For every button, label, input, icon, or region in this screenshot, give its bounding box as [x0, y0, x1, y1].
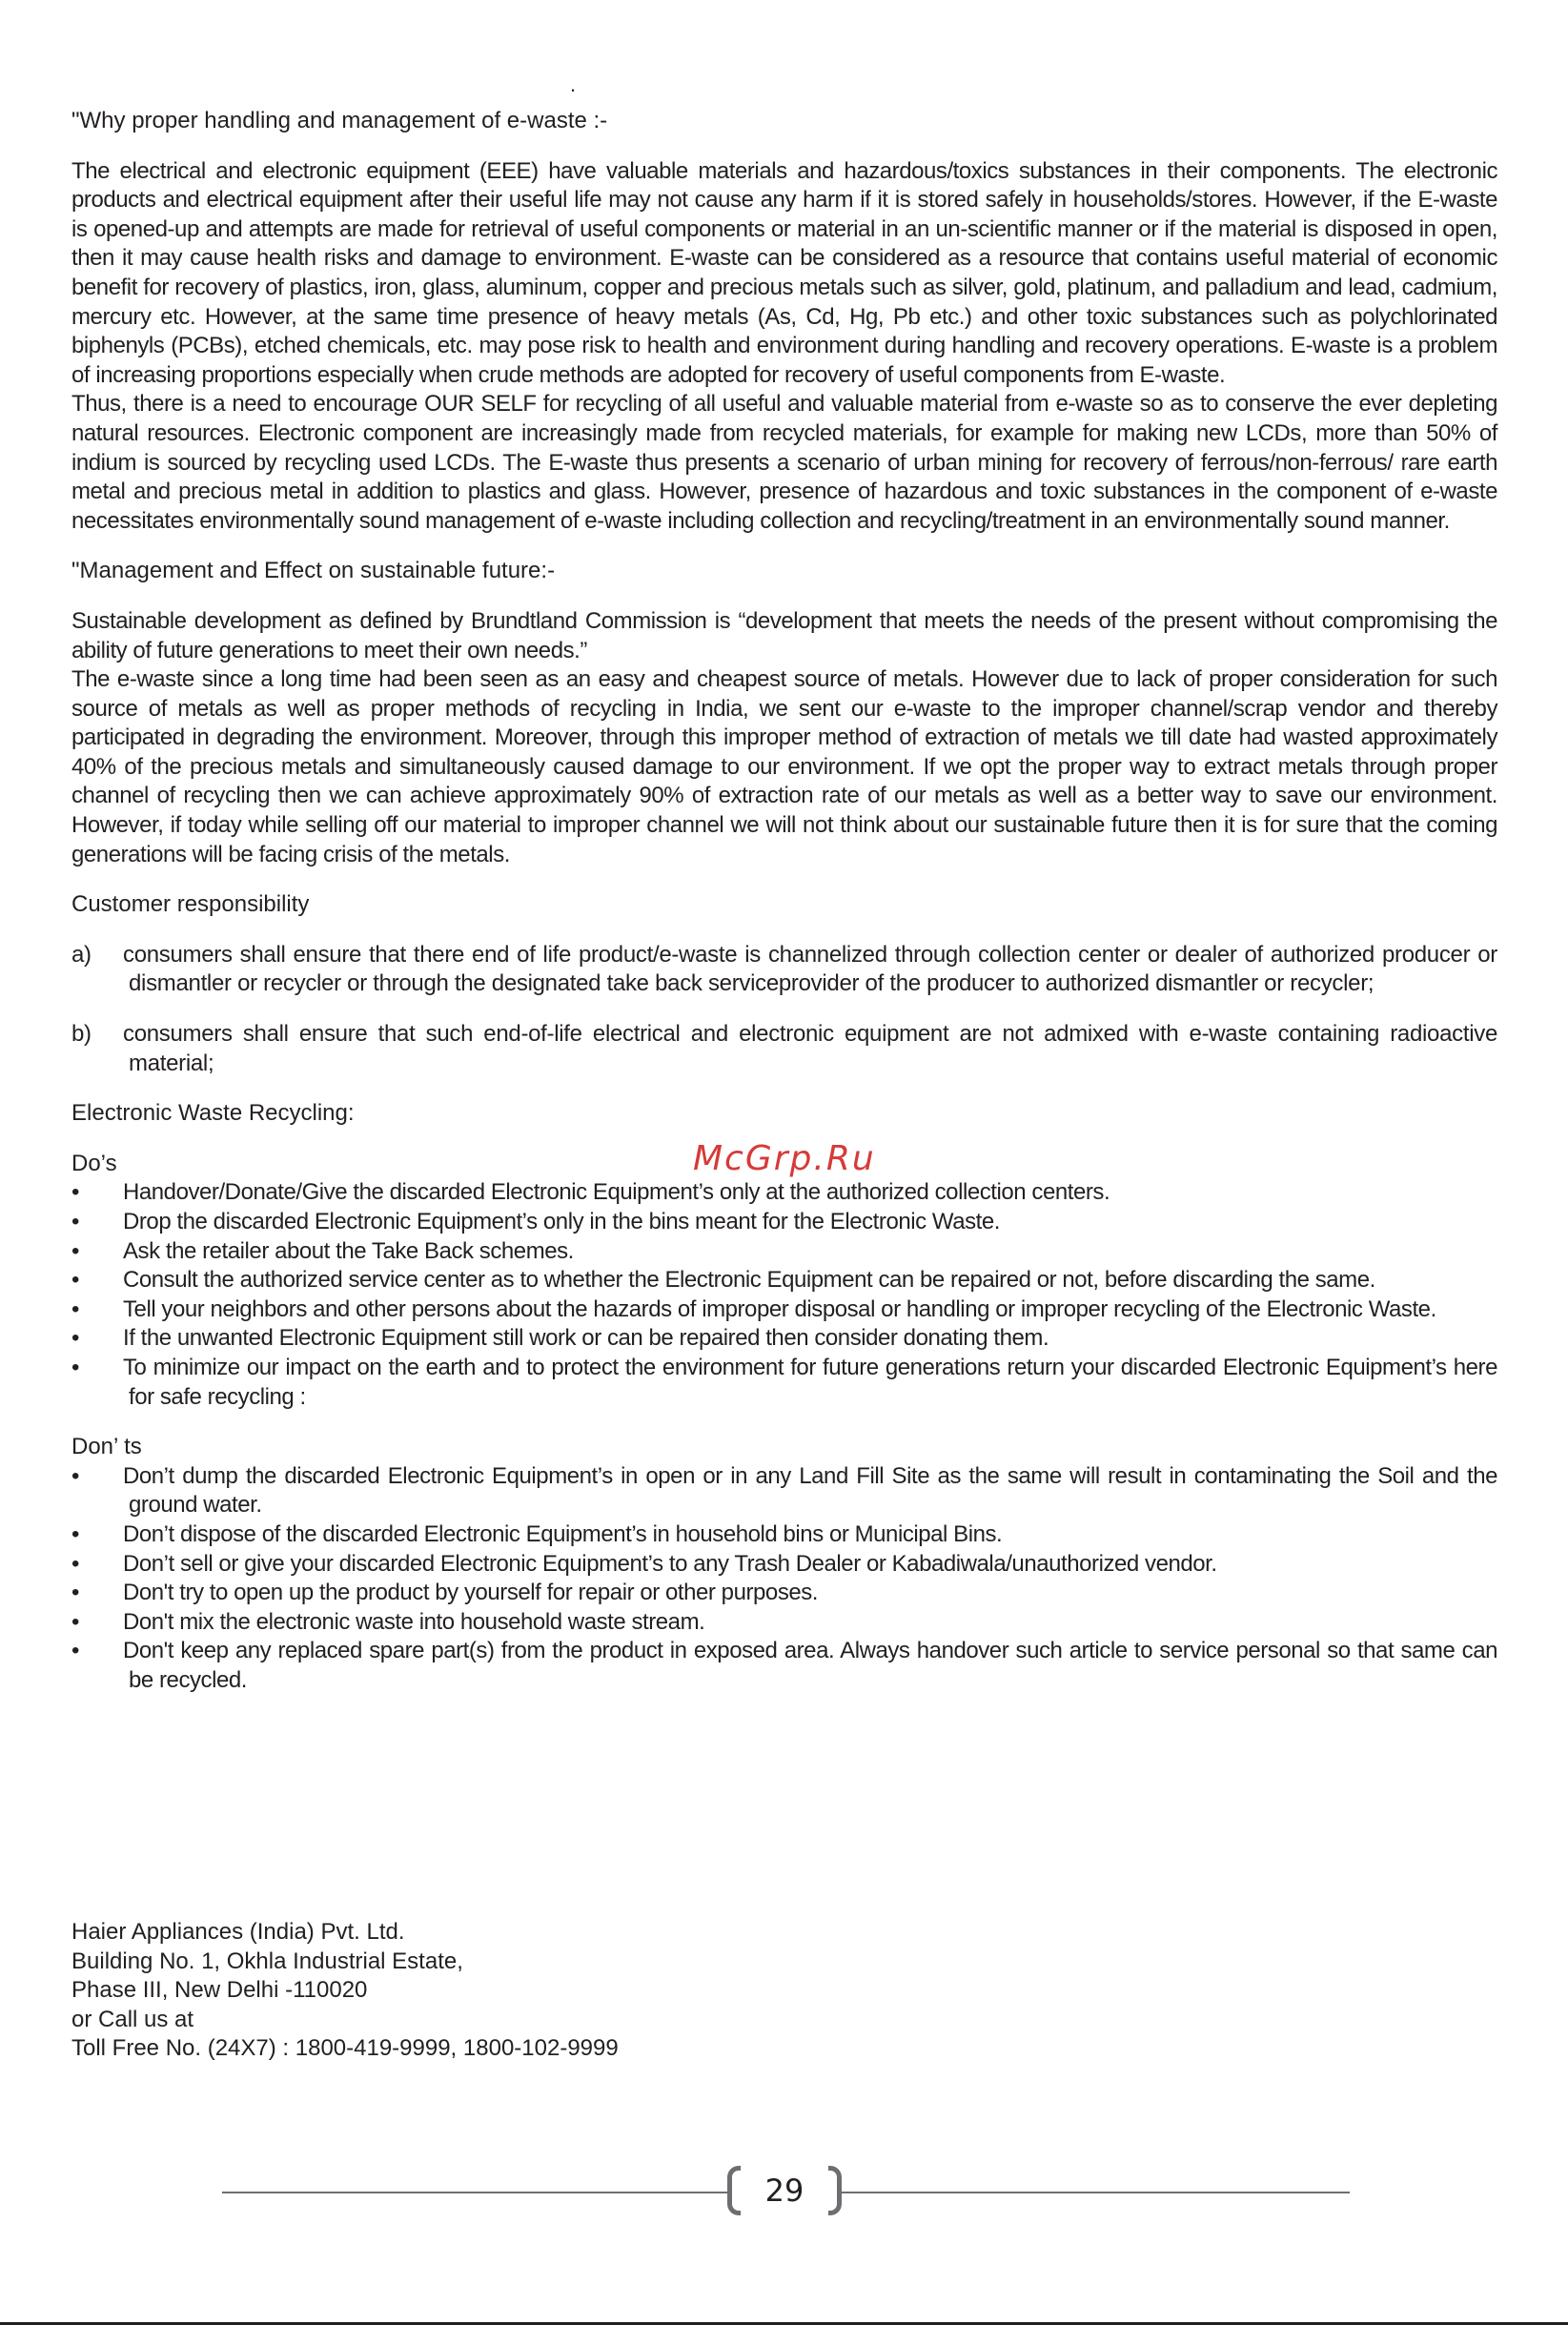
paragraph: Thus, there is a need to encourage OUR SELF for recycling of all useful and valuable material from e-waste so as to conserve the ever depleting natural resources. Electronic component are increasingly made from recycled materials, for example for making new LCDs, more than 50% of indium is sourced by recycling used LCDs. The E-waste thus presents a scenario of urban mining for recovery of ferrous/non-ferrous/ rare earth metal and precious metal in addition to plastics and glass. However, presence of hazardous and toxic substances in the component of e-waste necessitates environmentally sound management of e-waste including collection and recycling/treatment in an environmentally sound manner. [71, 391, 1497, 534]
section-heading-customer-responsibility: Customer responsibility [71, 891, 310, 918]
bullet-icon: • [71, 1520, 79, 1547]
donts-item [71, 1637, 1497, 1695]
dos-item-text: Handover/Donate/Give the discarded Electronic Equipment’s only at the authorized collection centers. [123, 1179, 1110, 1206]
bullet-icon: • [71, 1295, 79, 1322]
dos-item-text: If the unwanted Electronic Equipment still work or can be repaired then consider donating them. [123, 1325, 1049, 1352]
paragraph: The e-waste since a long time had been seen as an easy and cheapest source of metals. However due to lack of proper consideration for such source of metals as well as proper methods of recycling in India, we sent our e-waste to the improper channel/scrap vendor and thereby participated in degrading the environment. Moreover, through this improper method of extraction of metals we till date had wasted approximately 40% of the precious metals and simultaneously caused damage to our environment. If we opt the proper way to extract metals through proper channel of recycling then we can achieve approximately 90% of extraction rate of our metals as well as a better way to save our environment. However, if today while selling off our material to improper channel we will not think about our sustainable future then it is for sure that the coming generations will be facing crisis of the metals. [71, 666, 1497, 867]
bullet-icon: • [71, 1354, 79, 1380]
page-number: 29 [764, 2172, 804, 2209]
list-marker: a) [71, 941, 92, 968]
list-item [71, 941, 1497, 999]
dos-item [71, 1324, 1497, 1354]
page-number-bracket-left [727, 2166, 741, 2215]
dos-item-text: Drop the discarded Electronic Equipment’s only in the bins meant for the Electronic Waste. [123, 1209, 1000, 1234]
section-heading-recycling: Electronic Waste Recycling: [71, 1100, 355, 1127]
bullet-icon: • [71, 1179, 79, 1206]
bullet-icon: • [71, 1580, 79, 1606]
bullet-icon: • [71, 1267, 79, 1294]
page-number-bracket-right [828, 2166, 842, 2215]
donts-item [71, 1550, 1497, 1580]
bullet-icon: • [71, 1325, 79, 1352]
address-line: Building No. 1, Okhla Industrial Estate, [71, 1948, 463, 1974]
watermark-text: McGrp.Ru [693, 1139, 876, 1178]
donts-list [71, 1462, 1497, 1696]
dos-item [71, 1354, 1497, 1412]
donts-item-text: Don’t dump the discarded Electronic Equipment’s in open or in any Land Fill Site as the same will result in contaminating the Soil and the ground water. [123, 1462, 1497, 1519]
dos-heading: Do’s [71, 1150, 117, 1176]
donts-item-text: Don't try to open up the product by yourself for repair or other purposes. [123, 1580, 819, 1606]
donts-item-text: Don't keep any replaced spare part(s) from the product in exposed area. Always handover such article to service personal so that same can be recycled. [123, 1638, 1497, 1693]
footer-rule-right [837, 2192, 1350, 2193]
dos-item [71, 1208, 1497, 1237]
address-line: Phase III, New Delhi -110020 [71, 1977, 368, 2004]
donts-item-text: Don’t sell or give your discarded Electronic Equipment’s to any Trash Dealer or Kabadiwala/unauthorized vendor. [123, 1550, 1217, 1577]
section-heading-why: "Why proper handling and management of e-waste :- [71, 108, 608, 133]
donts-item-text: Don’t dispose of the discarded Electronic Equipment’s in household bins or Municipal Bins. [123, 1520, 1003, 1547]
list-item-text: consumers shall ensure that there end of life product/e-waste is channelized through collection center or dealer of authorized producer or dismantler or recycler or through the designated take back serviceprovider of the producer to authorized dismantler or recycler; [123, 941, 1497, 997]
bullet-icon: • [71, 1638, 79, 1664]
company-address [71, 1918, 929, 2064]
company-name: Haier Appliances (India) Pvt. Ltd. [71, 1919, 405, 1945]
list-item [71, 1020, 1497, 1078]
dos-item-text: Consult the authorized service center as to whether the Electronic Equipment can be repaired or not, before discarding the same. [123, 1267, 1375, 1294]
list-marker: b) [71, 1021, 92, 1048]
paragraph: The electrical and electronic equipment (EEE) have valuable materials and hazardous/toxics substances in their components. The electronic products and electrical equipment after their useful life may not cause any harm if it is stored safely in households/stores. However, if the E-waste is opened-up and attempts are made for retrieval of useful components or material in an un-scientific manner or if the material is disposed in open, then it may cause health risks and damage to environment. E-waste can be considered as a resource that contains useful material of economic benefit for recovery of plastics, iron, glass, aluminum, copper and precious metals such as silver, gold, platinum, and palladium and lead, cadmium, mercury etc. However, at the same time presence of heavy metals (As, Cd, Hg, Pb etc.) and other toxic substances such as polychlorinated biphenyls (PCBs), etched chemicals, etc. may pose risk to health and environment during handling and recovery operations. E-waste is a problem of increasing proportions especially when crude methods are adopted for recovery of useful components from E-waste. [71, 157, 1497, 388]
paragraph: Sustainable development as defined by Brundtland Commission is “development that meets the needs of the present without compromising the ability of future generations to meet their own needs.” [71, 607, 1497, 663]
toll-free-number: Toll Free No. (24X7) : 1800-419-9999, 1800-102-9999 [71, 2035, 619, 2062]
bullet-icon: • [71, 1209, 79, 1234]
bullet-icon: • [71, 1550, 79, 1577]
donts-item-text: Don't mix the electronic waste into household waste stream. [123, 1608, 705, 1635]
dos-item-text: Ask the retailer about the Take Back schemes. [123, 1237, 574, 1264]
dos-item [71, 1266, 1497, 1295]
main-content [71, 107, 1497, 1696]
list-item-text: consumers shall ensure that such end-of-life electrical and electronic equipment are not admixed with e-waste containing radioactive material; [123, 1021, 1497, 1076]
bullet-icon: • [71, 1462, 79, 1489]
dos-list [71, 1178, 1497, 1412]
donts-item [71, 1462, 1497, 1520]
address-line: or Call us at [71, 2006, 194, 2032]
donts-item [71, 1608, 1497, 1638]
responsibility-list [71, 941, 1497, 1078]
donts-item [71, 1579, 1497, 1608]
dos-item-text: To minimize our impact on the earth and to protect the environment for future generations return your discarded Electronic Equipment’s here for safe recycling : [123, 1354, 1497, 1410]
dos-item-text: Tell your neighbors and other persons about the hazards of improper disposal or handling or improper recycling of the Electronic Waste. [123, 1295, 1436, 1322]
dos-item [71, 1237, 1497, 1267]
bullet-icon: • [71, 1237, 79, 1264]
top-dot: . [570, 72, 577, 96]
dos-item [71, 1295, 1497, 1325]
donts-item [71, 1520, 1497, 1550]
donts-heading: Don’ ts [71, 1434, 142, 1460]
bullet-icon: • [71, 1608, 79, 1635]
section-heading-management: "Management and Effect on sustainable future:- [71, 558, 556, 584]
dos-item [71, 1178, 1497, 1208]
footer-rule-left [222, 2192, 727, 2193]
